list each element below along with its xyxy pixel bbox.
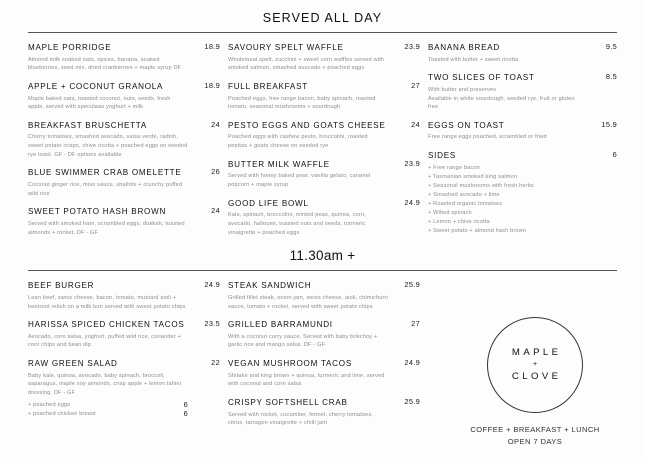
menu-item-name: STEAK SANDWICH [228, 281, 312, 291]
lunch-column-2 [228, 281, 428, 437]
breakfast-column-1 [28, 43, 228, 246]
menu-item-description: Wholemeal spelt, zucchini + sweet corn waffles served with smoked salmon, smashed avocado + poached eggs [228, 56, 385, 72]
menu-item-body [228, 199, 388, 238]
menu-item-body [228, 320, 388, 350]
menu-item-name: CRISPY SOFTSHELL CRAB [228, 398, 348, 408]
menu-item-name: RAW GREEN SALAD [28, 359, 118, 369]
menu-item-body [228, 160, 388, 190]
menu-item-name: VEGAN MUSHROOM TACOS [228, 359, 352, 369]
menu-item [228, 359, 420, 389]
menu-item-description: Served with smoked ham, scrambled eggs, dukkah, toasted almonds + rocket. DF - GF [28, 220, 185, 236]
menu-item-name: TWO SLICES OF TOAST [428, 73, 535, 83]
menu-item [228, 82, 420, 112]
menu-item-body [28, 320, 188, 350]
lunch-column-1 [28, 281, 228, 437]
menu-item-description: Served with honey baked pear, vanilla gelato, caramel popcorn + maple syrup [228, 173, 371, 189]
side-option: + Seasonal mushrooms with fresh herbs [428, 182, 534, 189]
menu-item-price: 18.9 [204, 80, 220, 90]
brand-logo-area [449, 317, 621, 449]
lunch-section-title: 11.30am + [289, 248, 356, 264]
menu-item-body [28, 82, 188, 112]
sides-list [428, 164, 585, 236]
menu-item-body [428, 43, 585, 64]
menu-item [28, 359, 220, 418]
menu-item [28, 207, 220, 237]
menu-item-body [228, 359, 388, 389]
menu-item-body [28, 168, 188, 198]
side-option: + Sweet potato + almond hash brown [428, 228, 527, 235]
menu-item-description: Almond milk soaked oats, spices, banana, soaked blueberries, seed mix, dried cranberries + maple syrup DF [28, 56, 182, 72]
breakfast-column-3 [428, 43, 617, 246]
menu-item-name: PESTO EGGS AND GOATS CHEESE [228, 120, 386, 130]
brand-separator-icon: + [532, 361, 538, 369]
menu-item-body [228, 43, 388, 73]
menu-item-name: BREAKFAST BRUSCHETTA [28, 120, 148, 130]
menu-item [28, 320, 220, 350]
brand-name-line-2: CLOVE [511, 370, 562, 382]
menu-item-price: 27 [411, 80, 420, 90]
extra-label: + poached chicken breast [28, 410, 96, 417]
menu-item-price: 22 [211, 358, 220, 368]
extra-price: 6 [183, 408, 188, 418]
menu-item-price: 24.9 [404, 358, 420, 368]
menu-item-description: Grilled fillet steak, onion jam, swiss cheese, aioli, chimichurri sauce, tomato + rocket, served with sweet potato chips [228, 294, 388, 310]
side-option: + Smashed avocado + lime [428, 191, 500, 198]
menu-item-description: Cherry tomatoes, smashed avocado, salsa verde, radish, sweet potato crisps, chive ricotta + poached eggs on seeded rye toast. GF - DF options available [28, 134, 188, 158]
menu-item [228, 199, 420, 238]
menu-item-body [428, 73, 585, 112]
menu-item-price: 27 [411, 319, 420, 329]
menu-item-description: Free range eggs poached, scrambled or fried [428, 134, 547, 141]
menu-item [28, 43, 220, 73]
menu-item-description: Coconut ginger rice, miso sauce, shallots + crunchy puffed wild rice [28, 182, 183, 197]
footer-services: COFFEE + BREAKFAST + LUNCH [470, 424, 600, 434]
menu-item-name: HARISSA SPICED CHICKEN TACOS [28, 320, 185, 330]
menu-item-description: Shitake and king brown + quinoa, turmeric and lime, served with coconut and corn salsa [228, 372, 385, 388]
menu-item [228, 121, 420, 151]
menu-item-name: EGGS ON TOAST [428, 120, 505, 130]
menu-item-price: 25.9 [404, 280, 420, 290]
menu-item-description: With butter and preserves Available in white sourdough, seeded rye, fruit or gluten free [428, 86, 575, 111]
menu-item-body [228, 82, 388, 112]
menu-item-body [228, 398, 388, 428]
menu-item-price: 18.9 [204, 42, 220, 51]
menu-item [428, 43, 617, 64]
extra-label: + poached eggs [28, 401, 71, 408]
menu-item-price: 8.5 [605, 72, 617, 82]
menu-item-description: Lean beef, swiss cheese, bacon, tomato, mustard aioli + beetroot relish on a milk bun served with sweet potato chips [28, 294, 186, 310]
menu-item-body [28, 359, 188, 418]
menu-item-body [428, 151, 585, 236]
menu-item-name: GRILLED BARRAMUNDI [228, 320, 333, 330]
menu-item-price: 23.5 [204, 319, 220, 329]
side-option: + Lemon + chive ricotta [428, 219, 490, 225]
menu-item-price: 24.9 [204, 280, 220, 290]
side-option: + Roasted organic tomatoes [428, 200, 503, 207]
menu-item-price: 15.9 [601, 119, 617, 129]
menu-item [228, 281, 420, 311]
menu-item-description: Kale, spinach, broccolini, minted peas, quinoa, corn, avocado, halloumi, toasted nuts and seeds, turmeric vinaigrette + poached eggs [228, 212, 366, 236]
menu-item [28, 121, 220, 160]
footer-hours: OPEN 7 DAYS [507, 437, 563, 447]
menu-item-description: Served with rocket, cucumber, fennel, cherry tomatoes, citrus, tarragon vinaigrette + chilli jam [228, 411, 374, 427]
menu-item [228, 43, 420, 73]
menu-item [228, 398, 420, 428]
menu-item-name: SAVOURY SPELT WAFFLE [228, 43, 344, 52]
menu-item-name: GOOD LIFE BOWL [228, 198, 309, 208]
menu-item-description: Poached eggs with cashew pesto, broccolini, roasted pepitas + goats cheese on seeded rye [228, 134, 368, 150]
menu-item-price: 6 [612, 150, 617, 160]
menu-item-price: 23.9 [404, 42, 420, 51]
menu-item-name: FULL BREAKFAST [228, 81, 308, 91]
menu-item-body [28, 121, 188, 160]
menu-item-name: MAPLE PORRIDGE [28, 43, 112, 52]
menu-item-description: Avocado, corn salsa, yoghurt, puffed wild rice, coriander + corn chips and bean dip [28, 333, 182, 349]
menu-item [28, 281, 220, 311]
menu-item-description: Baby kale, quinoa, avocado, baby spinach, broccoli, asparagus, maple soy almonds, crisp apple + lemon tahini dressing. DF - GF [28, 372, 182, 397]
brand-name-line-1: MAPLE [511, 347, 562, 359]
menu-item-name: APPLE + COCONUT GRANOLA [28, 81, 164, 91]
side-option: + Tasmanian smoked king salmon [428, 173, 518, 180]
menu-item-name: BLUE SWIMMER CRAB OMELETTE [28, 168, 182, 178]
menu-item [228, 160, 420, 190]
menu-item-price: 24.9 [404, 197, 420, 207]
menu-item-price: 26 [211, 167, 220, 177]
menu-item-price: 9.5 [605, 42, 617, 51]
menu-item-body [228, 121, 388, 151]
side-option: + Wilted spinach [428, 209, 472, 216]
menu-item-extra [28, 410, 188, 419]
side-option: + Free range bacon [428, 164, 480, 171]
menu-item-price: 24 [211, 206, 220, 216]
menu-item [428, 73, 617, 112]
menu-item-description: Toasted with butter + sweet ricotta [428, 56, 519, 63]
extra-price: 6 [183, 399, 188, 409]
menu-item-description: Poached eggs, free range bacon, baby spinach, roasted tomato, seasonal mushrooms + sourdough [228, 95, 376, 111]
menu-item-body [428, 121, 585, 142]
menu-item-price: 24 [411, 119, 420, 129]
menu-item-description: With a coconut curry sauce. Served with baby bokchoy + garlic rice and mango salsa. DF - GF [228, 333, 378, 349]
breakfast-column-2 [228, 43, 428, 246]
menu-item-extras [28, 401, 188, 419]
menu-item [28, 168, 220, 198]
menu-item-price: 23.9 [404, 158, 420, 168]
menu-item-body [28, 281, 188, 311]
menu-item-name: SWEET POTATO HASH BROWN [28, 207, 167, 217]
menu-item-price: 24 [211, 119, 220, 129]
menu-item-name: SIDES [428, 151, 457, 161]
menu-item-name: BUTTER MILK WAFFLE [228, 159, 330, 169]
logo-circle-icon [487, 317, 583, 413]
page-title: SERVED ALL DAY [262, 11, 383, 25]
breakfast-columns [0, 33, 645, 246]
menu-item-price: 25.9 [404, 397, 420, 407]
menu-item-body [28, 43, 188, 73]
menu-item-name: BANANA BREAD [428, 43, 500, 52]
menu-item [228, 320, 420, 350]
menu-item-description: Maple baked oats, toasted coconut, nuts, seeds, fresh apple, served with speculaas yoghurt + milk [28, 95, 171, 111]
menu-item [428, 121, 617, 142]
menu-item [428, 151, 617, 236]
menu-item-body [228, 281, 388, 311]
menu-item-extra [28, 401, 188, 410]
menu-item [28, 82, 220, 112]
menu-item-name: BEEF BURGER [28, 281, 95, 291]
menu-item-body [28, 207, 188, 237]
